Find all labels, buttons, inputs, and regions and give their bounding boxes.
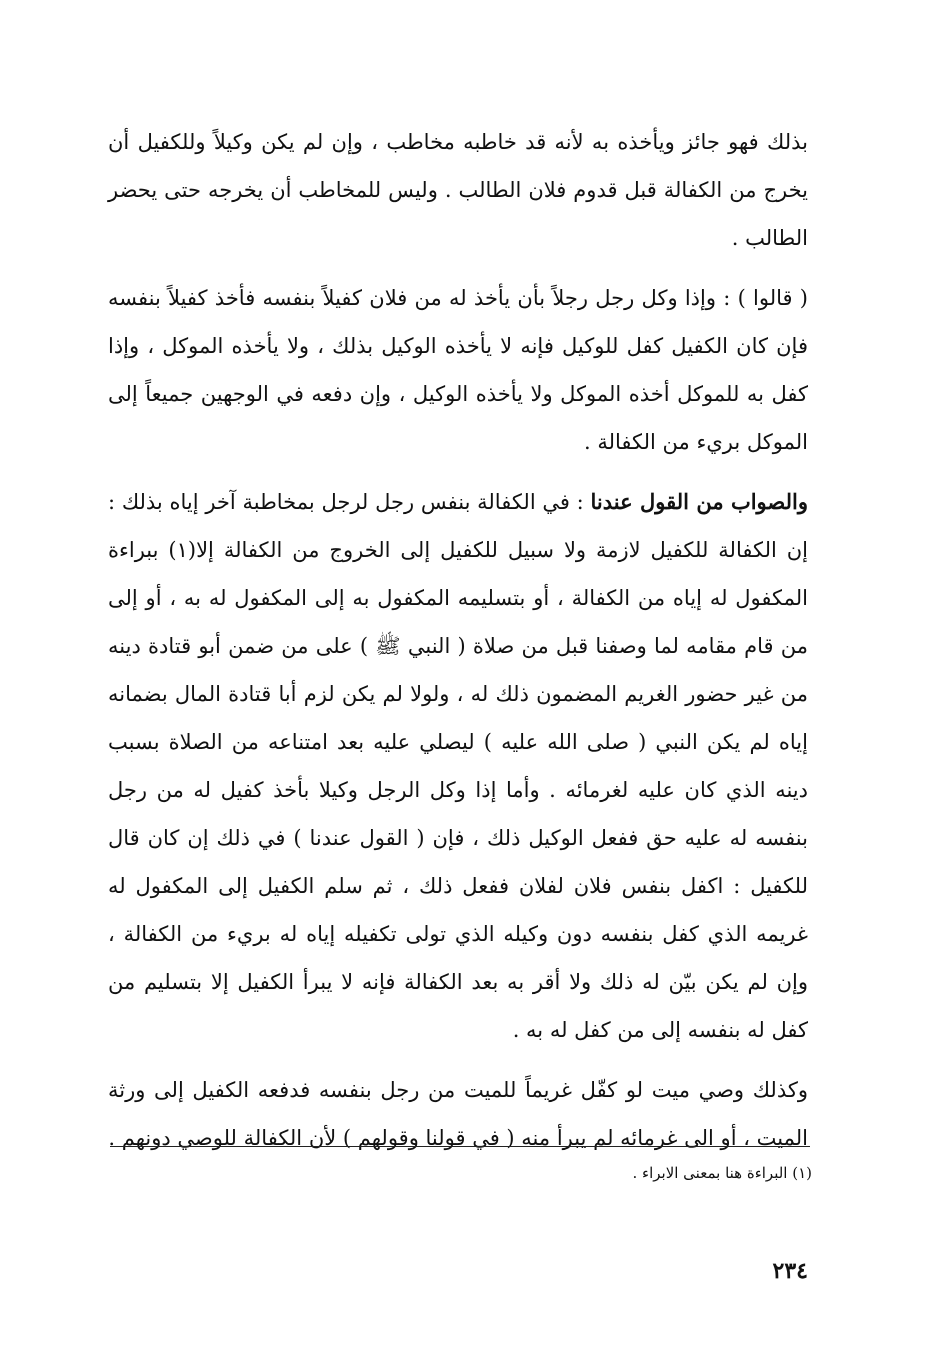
page-number: ٢٣٤ <box>772 1258 808 1284</box>
paragraph-4 <box>108 1066 808 1162</box>
paragraph-3-text: : في الكفالة بنفس رجل لرجل بمخاطبة آخر إياه بذلك : إن الكفالة للكفيل لازمة ولا سبيل للكفيل إلى الخروج من الكفالة إلا(١) ببراءة المكفول له إياه من الكفالة ، أو بتسليمه المكفول به إلى المكفول له به ، أو إلى من قام مقامه لما وصفنا قبل من صلاة ( النبي ﷺ ) على من ضمن أبو قتادة دينه من غير حضور الغريم المضمون ذلك له ، ولولا لم يكن لزم أبا قتادة المال بضمانه إياه لم يكن النبي ( صلى الله عليه ) ليصلي عليه بعد امتناعه من الصلاة بسبب دينه الذي كان عليه لغرمائه . وأما إذا وكل الرجل وكيلا بأخذ كفيل له من رجل بنفسه له عليه حق ففعل الوكيل ذلك ، فإن ( القول عندنا ) في ذلك إن كان قال للكفيل : اكفل بنفس فلان لفلان ففعل ذلك ، ثم سلم الكفيل إلى المكفول له غريمه الذي كفل بنفسه دون وكيله الذي تولى تكفيله إياه له بريء من الكفالة ، وإن لم يكن بيّن له ذلك ولا أقر به بعد الكفالة فإنه لا يبرأ الكفيل إلا بتسليم من كفل له بنفسه إلى من كفل له به . <box>108 490 808 1042</box>
paragraph-3 <box>108 478 808 1054</box>
paragraph-4-text: وكذلك وصي ميت لو كفّل غريماً للميت من رجل بنفسه فدفعه الكفيل إلى ورثة الميت ، أو الى غرمائه لم يبرأ منه ( في قولنا وقولهم ) لأن الكفالة للوصي دونهم . <box>108 1078 808 1150</box>
paragraph-1 <box>108 118 808 262</box>
paragraph-2-text: ( قالوا ) : وإذا وكل رجل رجلاً بأن يأخذ له من فلان كفيلاً بنفسه فأخذ كفيلاً بنفسه فإن كان الكفيل كفل للوكيل فإنه لا يأخذه الوكيل بذلك ، ولا يأخذه الموكل ، وإذا كفل به للموكل أخذه الموكل ولا يأخذه الوكيل ، وإن دفعه في الوجهين جميعاً إلى الموكل بريء من الكفالة . <box>108 286 808 454</box>
paragraph-2 <box>108 274 808 466</box>
paragraph-1-text: بذلك فهو جائز ويأخذه به لأنه قد خاطبه مخاطب ، وإن لم يكن وكيلاً وللكفيل أن يخرج من الكفالة قبل قدوم فلان الطالب . وليس للمخاطب أن يخرجه حتى يحضر الطالب . <box>108 130 808 250</box>
paragraph-3-heading: والصواب من القول عندنا <box>590 489 808 514</box>
page-body <box>108 118 808 1162</box>
footnote: (١) البراءة هنا بمعنى الابراء . <box>632 1164 812 1182</box>
footnote-divider <box>110 1146 810 1147</box>
